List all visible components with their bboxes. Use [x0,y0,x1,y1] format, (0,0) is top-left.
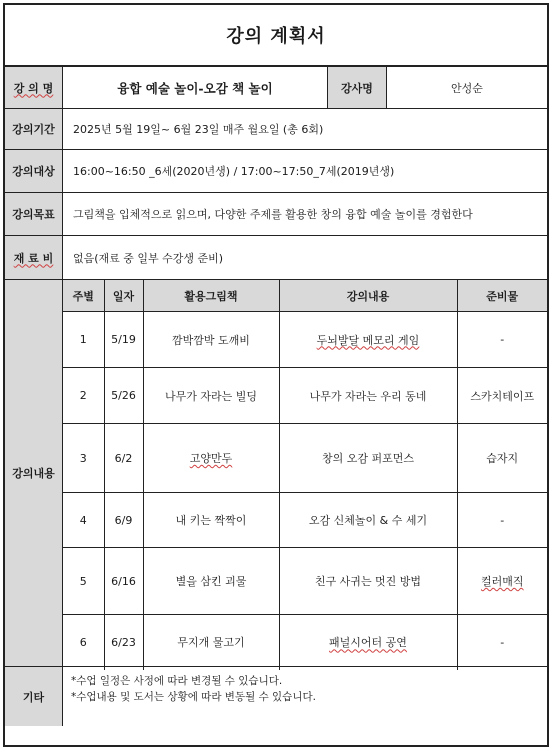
content-label: 강의내용 [5,280,63,666]
content-row [5,280,547,667]
target-value: 16:00~16:50 _6세(2020년생) / 17:00~17:50_7세(2019년생) [73,165,395,178]
header-lesson: 강의내용 [279,280,457,312]
target-row [5,150,547,193]
target-label: 강의대상 [5,150,63,192]
table-row [63,548,547,615]
cell-week: 4 [63,493,104,548]
cell-date: 6/2 [104,424,143,493]
etc-notes [63,667,547,726]
instructor-label: 강사명 [328,67,387,108]
cell-week: 3 [63,424,104,493]
materials-row [5,236,547,280]
cell-week: 2 [63,368,104,424]
cell-book: 별을 삼킨 괴물 [143,548,279,615]
materials-label: 재 료 비 [5,236,63,279]
etc-note-2: *수업내용 및 도서는 상황에 따라 변동될 수 있습니다. [71,691,316,703]
cell-lesson: 나무가 자라는 우리 동네 [279,368,457,424]
cell-book: 무지개 물고기 [143,615,279,670]
goal-label: 강의목표 [5,193,63,235]
cell-book: 나무가 자라는 빌딩 [143,368,279,424]
cell-prep: 스카치테이프 [457,368,547,424]
document-title: 강의 계획서 [5,5,547,67]
instructor-value: 안성순 [451,81,483,95]
cell-week: 5 [63,548,104,615]
cell-lesson: 두뇌발달 메모리 게임 [279,312,457,368]
period-label: 강의기간 [5,109,63,149]
cell-book: 내 키는 짝짝이 [143,493,279,548]
cell-date: 6/9 [104,493,143,548]
cell-book: 고양만두 [143,424,279,493]
cell-prep: 컬러매직 [457,548,547,615]
cell-week: 1 [63,312,104,368]
course-name-label: 강 의 명 [5,67,63,108]
cell-lesson: 패널시어터 공연 [279,615,457,670]
table-row [63,368,547,424]
goal-value: 그림책을 입체적으로 읽으며, 다양한 주제를 활용한 창의 융합 예술 놀이를 경험한다 [73,208,473,221]
course-name-value: 융합 예술 놀이-오감 책 놀이 [63,67,328,108]
cell-prep: - [457,493,547,548]
cell-date: 6/23 [104,615,143,670]
table-row [63,424,547,493]
header-book: 활용그림책 [143,280,279,312]
period-row [5,109,547,150]
cell-prep: 습자지 [457,424,547,493]
table-row [63,493,547,548]
table-row [63,615,547,670]
period-value: 2025년 5월 19일~ 6월 23일 매주 월요일 (총 6회) [73,123,324,136]
course-row [5,67,547,109]
etc-label: 기타 [5,667,63,726]
cell-lesson: 친구 사귀는 멋진 방법 [279,548,457,615]
table-row [63,312,547,368]
materials-value: 없음(재료 중 일부 수강생 준비) [73,251,224,265]
cell-prep: - [457,312,547,368]
cell-date: 6/16 [104,548,143,615]
cell-lesson: 오감 신체놀이 & 수 세기 [279,493,457,548]
header-week: 주별 [63,280,104,312]
cell-prep: - [500,635,505,649]
header-date: 일자 [104,280,143,312]
cell-date: 5/26 [104,368,143,424]
goal-row [5,193,547,236]
schedule-table-wrap [63,280,547,666]
lecture-plan-document [3,3,549,747]
etc-row [5,667,547,726]
cell-date: 5/19 [104,312,143,368]
schedule-header-row [63,280,547,312]
header-prep: 준비물 [457,280,547,312]
cell-lesson: 창의 오감 퍼포먼스 [279,424,457,493]
etc-note-1: *수업 일정은 사정에 따라 변경될 수 있습니다. [71,675,283,687]
cell-week: 6 [63,615,104,670]
schedule-table [63,280,547,670]
cell-book: 깜박깜박 도깨비 [143,312,279,368]
